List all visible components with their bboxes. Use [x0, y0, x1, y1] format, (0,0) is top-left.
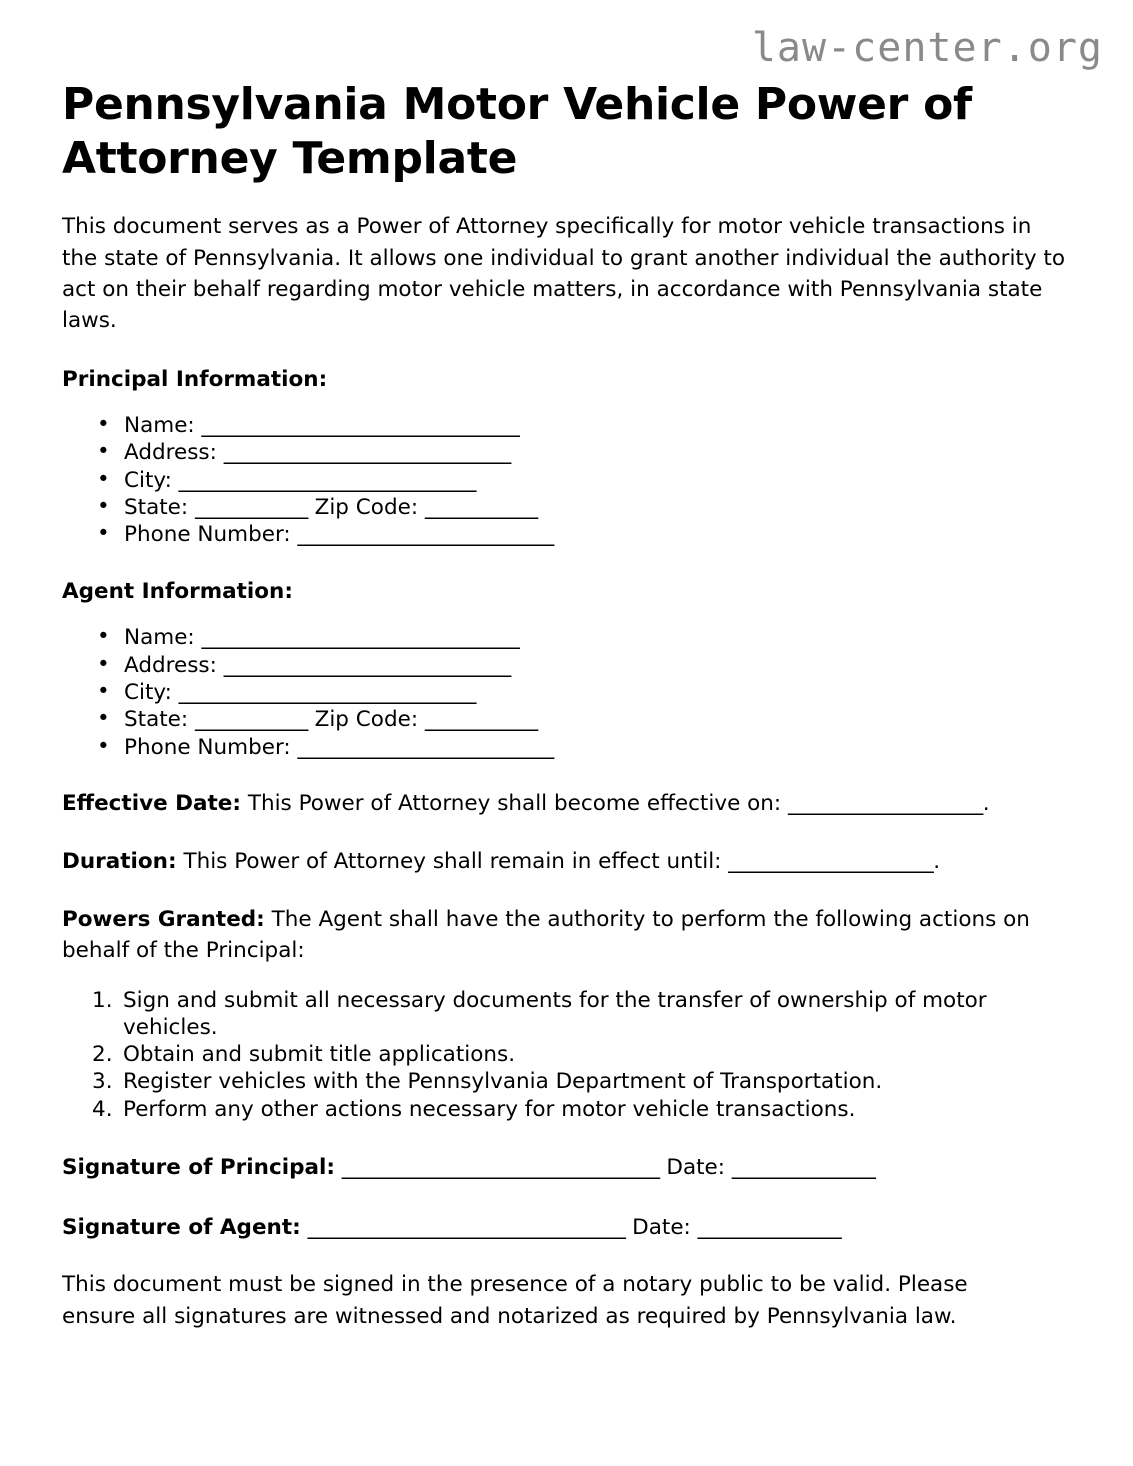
- list-item: [97, 679, 1071, 706]
- field-blank[interactable]: _________________________: [297, 734, 554, 760]
- list-item: [97, 439, 1071, 466]
- signature-of-principal-blank[interactable]: _______________________________: [341, 1155, 660, 1181]
- field-label-secondary: Zip Code:: [314, 494, 419, 520]
- powers-granted-text: The Agent shall have the authority to perform the following actions on behalf of the Principal:: [62, 907, 1030, 964]
- effective-date-terminator: .: [982, 790, 990, 816]
- agent-information-heading: Agent Information:: [62, 579, 293, 605]
- duration-text: This Power of Attorney shall remain in effect until:: [183, 849, 722, 875]
- list-item: [97, 706, 1071, 733]
- list-item: [97, 652, 1071, 679]
- field-label: Phone Number:: [124, 522, 291, 548]
- field-blank[interactable]: ___________: [195, 494, 308, 520]
- list-item: [97, 521, 1071, 548]
- field-label: Name:: [124, 412, 195, 438]
- effective-date-label: Effective Date:: [62, 790, 241, 816]
- field-label: State:: [124, 707, 189, 733]
- effective-date-text: This Power of Attorney shall become effective on:: [247, 790, 782, 816]
- field-label: Address:: [124, 652, 217, 678]
- duration-blank[interactable]: ____________________: [728, 849, 934, 875]
- signature-of-principal-row: [62, 1152, 1071, 1183]
- duration-label: Duration:: [62, 849, 177, 875]
- field-blank[interactable]: _____________________________: [178, 467, 476, 493]
- principal-date-blank[interactable]: ______________: [731, 1155, 876, 1181]
- principal-field-list: [62, 412, 1071, 548]
- field-label: Phone Number:: [124, 734, 291, 760]
- duration-statement: [62, 846, 1071, 877]
- powers-granted-label: Powers Granted:: [62, 907, 265, 933]
- field-label: Name:: [124, 625, 195, 651]
- agent-field-list: [62, 624, 1071, 760]
- list-item: [97, 467, 1071, 494]
- principal-date-label: Date:: [666, 1155, 726, 1181]
- signature-of-agent-label: Signature of Agent:: [62, 1215, 301, 1241]
- intro-paragraph: This document serves as a Power of Attorney specifically for motor vehicle transactions in the state of Pennsylvania. It allows one individual to grant another individual the authority to act on their behalf regarding motor vehicle matters, in accordance with Pennsylvania state laws.: [62, 214, 1065, 333]
- signature-of-principal-label: Signature of Principal:: [62, 1155, 335, 1181]
- list-item: [97, 412, 1071, 439]
- list-item: Obtain and submit title applications.: [123, 1042, 516, 1068]
- signature-of-agent-blank[interactable]: _______________________________: [307, 1215, 626, 1241]
- field-label: City:: [124, 679, 172, 705]
- list-item: [97, 494, 1071, 521]
- field-blank[interactable]: _________________________: [297, 522, 554, 548]
- signature-of-agent-row: [62, 1212, 1071, 1243]
- field-blank[interactable]: _____________________________: [178, 679, 476, 705]
- powers-granted-statement: [62, 904, 1071, 966]
- list-item: [97, 734, 1071, 761]
- field-blank-secondary[interactable]: ___________: [424, 707, 538, 733]
- field-label-secondary: Zip Code:: [314, 707, 419, 733]
- field-blank[interactable]: ___________: [195, 707, 308, 733]
- agent-date-blank[interactable]: ______________: [697, 1215, 842, 1241]
- field-label: State:: [124, 494, 189, 520]
- notary-closing-paragraph: This document must be signed in the presence of a notary public to be valid. Please ensure all signatures are witnessed and notarized as required by Pennsylvania law.: [62, 1272, 968, 1329]
- principal-information-heading: Principal Information:: [62, 367, 328, 393]
- list-item: Sign and submit all necessary documents for the transfer of ownership of motor vehicles.: [123, 987, 987, 1040]
- field-label: City:: [124, 467, 172, 493]
- page-title: Pennsylvania Motor Vehicle Power of Attorney Template: [62, 79, 972, 184]
- site-watermark: law-center.org: [751, 25, 1103, 71]
- field-blank[interactable]: _______________________________: [201, 625, 520, 651]
- list-item: Perform any other actions necessary for motor vehicle transactions.: [123, 1096, 856, 1122]
- field-label: Address:: [124, 440, 217, 466]
- field-blank[interactable]: _______________________________: [201, 412, 520, 438]
- field-blank[interactable]: ____________________________: [223, 440, 511, 466]
- field-blank-secondary[interactable]: ___________: [424, 494, 538, 520]
- list-item: Register vehicles with the Pennsylvania Department of Transportation.: [123, 1069, 883, 1095]
- agent-date-label: Date:: [632, 1215, 691, 1241]
- effective-date-blank[interactable]: ___________________: [788, 790, 983, 816]
- effective-date-statement: [62, 788, 1071, 819]
- list-item: [97, 624, 1071, 651]
- duration-terminator: .: [933, 849, 941, 875]
- powers-granted-list: [62, 987, 1071, 1123]
- field-blank[interactable]: ____________________________: [223, 652, 511, 678]
